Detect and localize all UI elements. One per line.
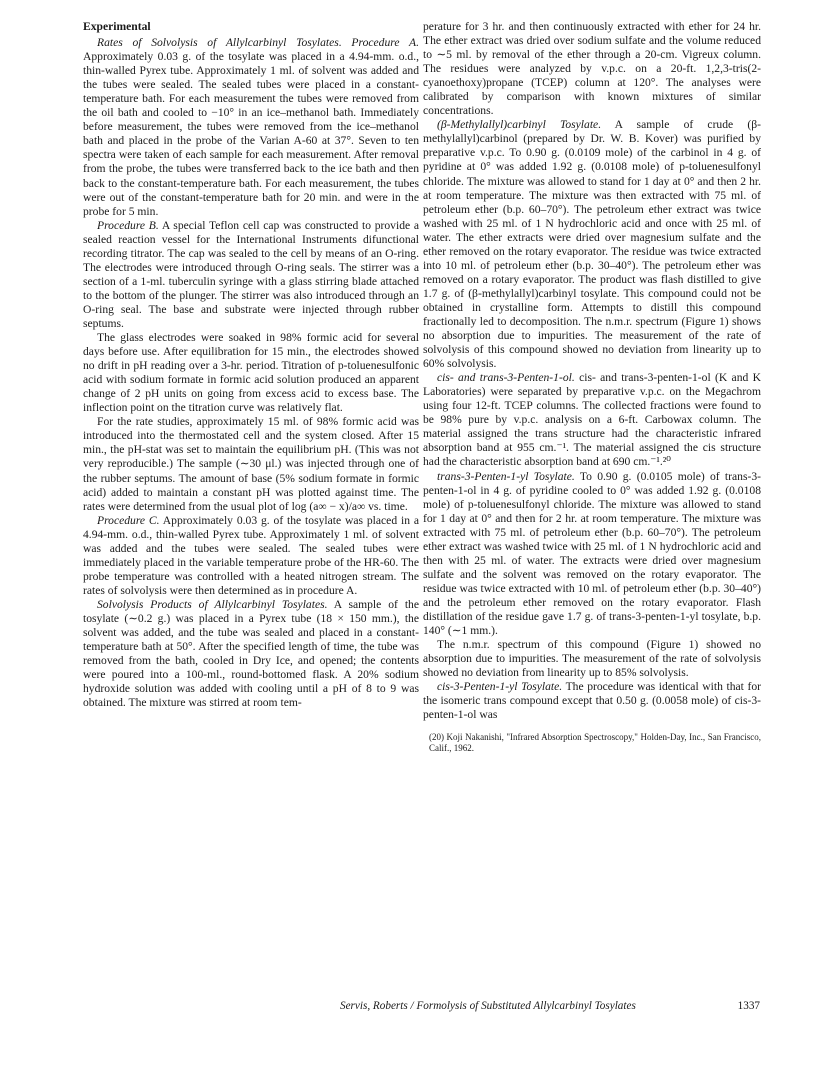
paragraph-methylallyl-tosylate (423, 118, 761, 371)
paragraph-pentenol (423, 371, 761, 469)
page-number: 1337 (737, 1000, 760, 1012)
run-in-title: Rates of Solvolysis of Allylcarbinyl Tosylates. Procedure A. (97, 36, 419, 50)
paragraph-body: A special Teflon cell cap was constructed to provide a sealed reaction vessel for the International Instruments difunctional recording titrator. The cap was sealed to the cell by means of an O-ring. The electrodes were introduced through O-ring seals. The stirrer was a section of a 1-ml. tuberculin syringe with a glass stirring blade attached to the bottom of the plunger. The stirrer was also introduced through an O-ring seal. The base and substrate were injected through rubber septums. (83, 218, 419, 330)
left-column (83, 20, 419, 710)
paragraph-body: cis- and trans-3-penten-1-ol (K and K Laboratories) were separated by preparative v.p.c. on the Megachrom using four 12-ft. TCEP columns. The collected fractions were found to be 98% pure by v.p.c. analysis on a 6-ft. Carbowax column. The material assigned the trans structure had the characteristic infrared absorption band at 955 cm.⁻¹. The material assigned the cis structure had the characteristic absorption band at 690 cm.⁻¹.²⁰ (423, 371, 761, 469)
page-footer (340, 1000, 760, 1012)
section-heading: Experimental (83, 20, 151, 33)
paragraph-body: The procedure was identical with that for the isomeric trans compound except that 0.50 g. (0.0058 mole) of cis-3-penten-1-ol was (423, 680, 761, 722)
paragraph-body: A sample of the tosylate (∼0.2 g.) was placed in a Pyrex tube (18 × 150 mm.), the solvent was added, and the tube was sealed and placed in a constant-temperature bath at 50°. After the specified length of time, the tube was removed from the bath, cooled in Dry Ice, and opened; the contents were poured into a 100-ml., round-bottomed flask. A 20% sodium hydroxide solution was added with cooling until a pH of 8 to 9 was obtained. The mixture was stirred at room tem- (83, 597, 419, 710)
running-head: Servis, Roberts / Formolysis of Substituted Allylcarbinyl Tosylates (340, 1000, 636, 1012)
run-in-title: cis-3-Penten-1-yl Tosylate. (437, 680, 563, 694)
footnote: (20) Koji Nakanishi, "Infrared Absorption Spectroscopy," Holden-Day, Inc., San Francisco, Calif., 1962. (429, 732, 761, 754)
paragraph-procedure-a (83, 36, 419, 219)
run-in-title: cis- and trans-3-Penten-1-ol. (437, 371, 575, 385)
run-in-title: trans-3-Penten-1-yl Tosylate. (437, 469, 575, 483)
paragraph-body: To 0.90 g. (0.0105 mole) of trans-3-penten-1-ol in 4 g. of pyridine cooled to 0° was added 1.92 g. (0.0108 mole) of p-toluenesulfonyl chloride. The mixture was allowed to stand for 1 day at 0° and then for 2 hr. at room temperature. The mixture was extracted with 75 ml. of petroleum ether (b.p. 60–70°). The petroleum ether extract was washed twice with 25 ml. of 1 N hydrochloric acid and then with 25 ml. of water. The extracts were dried over magnesium sulfate and the solvent was removed on the rotary evaporator. The residue was twice extracted with 10 ml. of petroleum ether (b.p. 30–40°) and the petroleum ether removed on the rotary evaporator. Flash distillation of the residue gave 1.7 g. of trans-3-penten-1-yl tosylate, b.p. 140° (∼1 mm.). (423, 469, 761, 638)
run-in-title: Solvolysis Products of Allylcarbinyl Tosylates. (97, 597, 328, 611)
run-in-title: Procedure C. (97, 513, 160, 527)
paragraph-body: Approximately 0.03 g. of the tosylate was placed in a 4.94-mm. o.d., thin-walled Pyrex tube. Approximately 1 ml. of solvent was added and the tubes were sealed. The sealed tubes were placed in a constant-temperature bath. For each measurement the tubes were removed from the oil bath and cooled to −10° in an ice–methanol bath. Immediately before measurement, the tubes were removed from the ice–methanol bath and placed in the probe of the Varian A-60 at 37°. Seven to ten spectra were taken of each sample for each measurement. After removal from the probe, the tubes were transferred back to the ice bath and then back to the constant-temperature bath. For each measurement, the tubes were out of the constant-temperature bath for 20 min. and were in the probe for 5 min. (83, 50, 419, 218)
paragraph-body: Approximately 0.03 g. of the tosylate was placed in a 4.94-mm. o.d., thin-walled Pyrex tube. Approximately 1 ml. of solvent was added and the tubes were sealed. The sealed tubes were immediately placed in the variable temperature probe of the HR-60. The probe temperature was controlled with a heated nitrogen stream. The rates of solvolysis were then determined as in procedure A. (83, 513, 419, 597)
paragraph-electrodes: The glass electrodes were soaked in 98% formic acid for several days before use. After equilibration for 15 min., the electrodes showed no drift in pH reading over a 3-hr. period. Titration of p-toluenesulfonic acid with sodium formate in formic acid solution produced an apparent change of 2 pH units on going from excess acid to excess base. The inflection point on the titration curve was relatively flat. (83, 331, 419, 415)
paragraph-cis-tosylate (423, 680, 761, 722)
run-in-title: Procedure B. (97, 218, 159, 232)
paragraph-procedure-b (83, 219, 419, 331)
paragraph-continuation: perature for 3 hr. and then continuously extracted with ether for 24 hr. The ether extract was dried over sodium sulfate and the volume reduced to ∼5 ml. by removal of the ether through a 20-cm. Vigreux column. The residues were analyzed by v.p.c. on a 20-ft. 1,2,3-tris(2-cyanoethoxy)propane (TCEP) column at 120°. The analyses were calibrated by comparison with known mixtures of similar concentrations. (423, 20, 761, 118)
paragraph-solvolysis-products (83, 598, 419, 710)
paragraph-body: A sample of crude (β-methylallyl)carbinol (prepared by Dr. W. B. Kover) was purified by preparative v.p.c. To 0.90 g. (0.0109 mole) of the carbinol in 4 g. of pyridine at 0° was added 1.92 g. (0.0108 mole) of p-toluenesulfonyl chloride. The mixture was allowed to stand for 1 day at 0° and then 2 hr. at room temperature. The mixture was then extracted with 75 ml. of petroleum ether (b.p. 60–70°). The petroleum ether extract was twice washed with 25 ml. of 1 N hydrochloric acid and once with 25 ml. of water. The ether extracts were dried over magnesium sulfate and the ether removed on the rotary evaporator. The residue was twice extracted into 10 ml. of petroleum ether (b.p. 30–40°). The petroleum ether was removed on a rotary evaporator. The product was flash distilled to give 1.7 g. of (β-methylallyl)carbinyl tosylate. This compound could not be obtained in crystalline form. Attempts to distill this compound fractionally led to decomposition. The n.m.r. spectrum (Figure 1) shows no absorption due to impurities. The measurement of the rate of solvolysis of this compound showed no deviation from linearity up to 60% solvolysis. (423, 118, 761, 371)
paragraph-trans-tosylate (423, 470, 761, 639)
right-column (423, 20, 761, 754)
paragraph-nmr: The n.m.r. spectrum of this compound (Figure 1) showed no absorption due to impurities. The measurement of the rate of solvolysis showed no deviation from linearity up to 85% solvolysis. (423, 638, 761, 680)
run-in-title: (β-Methylallyl)carbinyl Tosylate. (437, 118, 602, 132)
paragraph-rate-studies: For the rate studies, approximately 15 ml. of 98% formic acid was introduced into the thermostated cell and the system closed. After 15 min., the pH-stat was set to maintain the equilibrium pH. (This was not very reproducible.) The sample (∼30 μl.) was injected through one of the rubber septums. The amount of base (5% sodium formate in formic acid) added to maintain a constant pH was plotted against time. The rates were determined from the usual plot of log (a∞ − x)/a∞ vs. time. (83, 415, 419, 513)
paragraph-procedure-c (83, 514, 419, 598)
